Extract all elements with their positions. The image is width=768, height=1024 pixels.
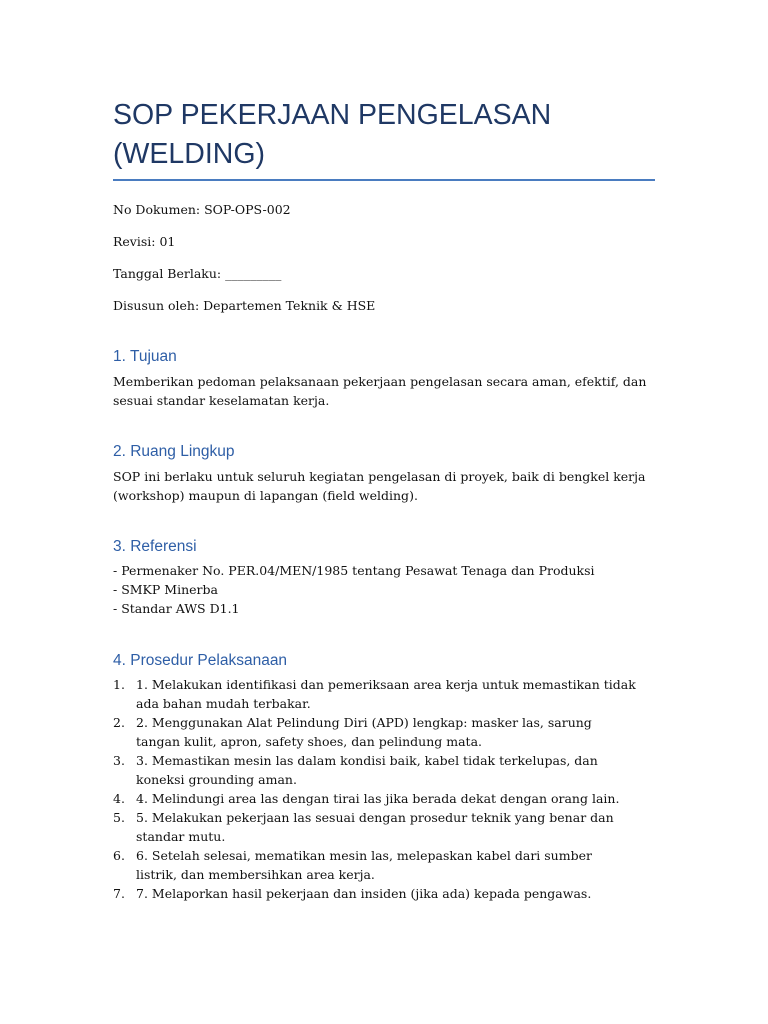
list-text: 4. Melindungi area las dengan tirai las jika berada dekat dengan orang lain. xyxy=(136,791,620,806)
list-text: 5. Melakukan pekerjaan las sesuai dengan prosedur teknik yang benar dan standar mutu. xyxy=(136,810,614,844)
list-number: 5. xyxy=(113,810,125,825)
list-number: 4. xyxy=(113,791,125,806)
list-item xyxy=(113,789,658,808)
list-text: 7. Melaporkan hasil pekerjaan dan insiden (jika ada) kepada pengawas. xyxy=(136,886,592,901)
list-item: - Permenaker No. PER.04/MEN/1985 tentang Pesawat Tenaga dan Produksi xyxy=(113,563,595,578)
section-text-scope: SOP ini berlaku untuk seluruh kegiatan pengelasan di proyek, baik di bengkel kerja (workshop) maupun di lapangan (field welding). xyxy=(113,469,646,503)
list-item xyxy=(113,751,658,789)
list-item xyxy=(113,884,658,903)
list-item xyxy=(113,808,658,846)
list-number: 3. xyxy=(113,753,125,768)
list-item xyxy=(113,675,658,713)
list-text: 3. Memastikan mesin las dalam kondisi baik, kabel tidak terkelupas, dan koneksi grounding aman. xyxy=(136,753,598,787)
list-number: 6. xyxy=(113,848,125,863)
procedure-list xyxy=(113,675,658,903)
list-item xyxy=(113,846,658,884)
list-text: 2. Menggunakan Alat Pelindung Diri (APD) lengkap: masker las, sarung tangan kulit, apron, safety shoes, dan pelindung mata. xyxy=(136,715,592,749)
list-number: 7. xyxy=(113,886,125,901)
revision: Revisi: 01 xyxy=(113,234,176,249)
doc-number: No Dokumen: SOP-OPS-002 xyxy=(113,202,291,217)
reference-list xyxy=(113,561,595,618)
section-heading-purpose: 1. Tujuan xyxy=(113,348,177,365)
effective-date: Tanggal Berlaku: _________ xyxy=(113,266,282,281)
list-item xyxy=(113,713,658,751)
prepared-by: Disusun oleh: Departemen Teknik & HSE xyxy=(113,298,376,313)
list-item: - SMKP Minerba xyxy=(113,582,218,597)
section-text-purpose: Memberikan pedoman pelaksanaan pekerjaan pengelasan secara aman, efektif, dan sesuai standar keselamatan kerja. xyxy=(113,374,647,408)
list-text: 1. Melakukan identifikasi dan pemeriksaan area kerja untuk memastikan tidak ada bahan mudah terbakar. xyxy=(136,677,636,711)
section-heading-references: 3. Referensi xyxy=(113,538,197,555)
document-title: SOP PEKERJAAN PENGELASAN (WELDING) xyxy=(113,99,552,170)
section-heading-procedure: 4. Prosedur Pelaksanaan xyxy=(113,652,288,669)
section-heading-scope: 2. Ruang Lingkup xyxy=(113,443,235,460)
list-item: - Standar AWS D1.1 xyxy=(113,601,240,616)
list-number: 2. xyxy=(113,715,125,730)
title-underline xyxy=(113,179,655,181)
list-number: 1. xyxy=(113,677,125,692)
list-text: 6. Setelah selesai, mematikan mesin las, melepaskan kabel dari sumber listrik, dan membersihkan area kerja. xyxy=(136,848,592,882)
